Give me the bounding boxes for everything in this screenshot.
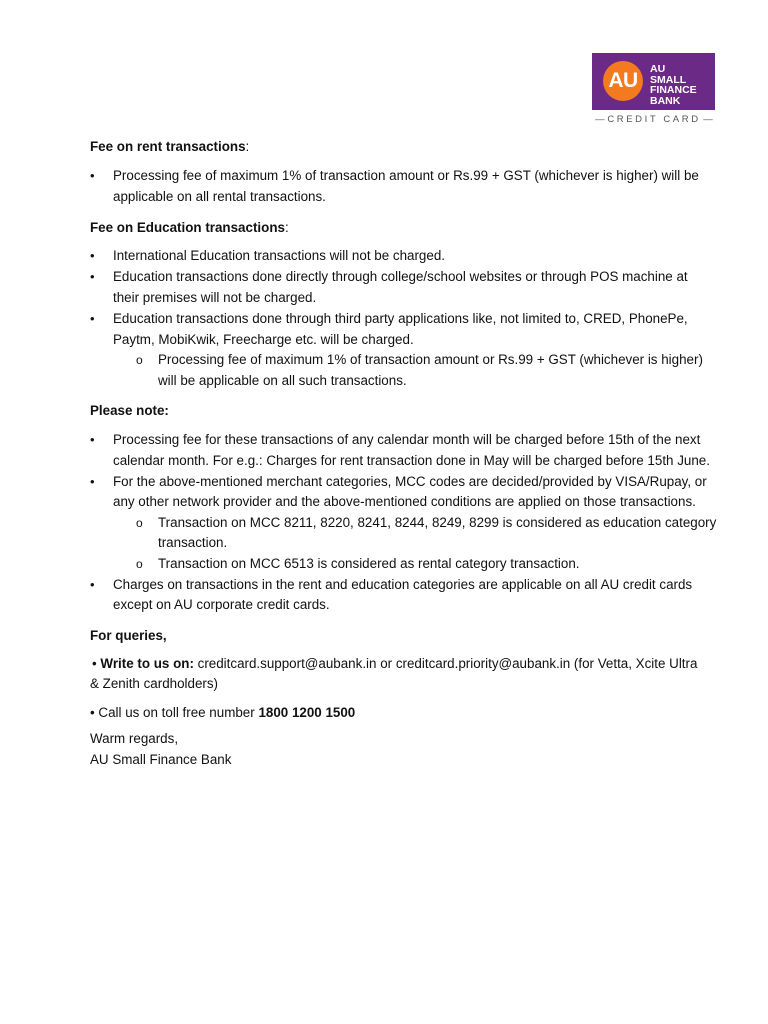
bullet-icon: • xyxy=(90,474,95,489)
sub-bullet-icon: o xyxy=(136,557,143,571)
queries-heading: For queries, xyxy=(90,628,167,643)
note-bullet-3-line-1: Charges on transactions in the rent and education categories are applicable on all AU credit cards xyxy=(113,577,693,592)
logo-subtitle: — CREDIT CARD — xyxy=(595,114,713,125)
education-bullet-2-line-2: their premises will not be charged. xyxy=(113,290,317,305)
note-heading: Please note: xyxy=(90,403,169,418)
call-us-line: • Call us on toll free number 1800 1200 1500 xyxy=(90,705,356,720)
toll-free-number: 1800 1200 1500 xyxy=(258,705,356,720)
education-bullet-3-line-2: Paytm, MobiKwik, Freecharge etc. will be charged. xyxy=(113,332,414,347)
bullet-icon: • xyxy=(90,577,95,592)
education-sub-bullet-line-2: will be applicable on all such transactions. xyxy=(158,373,407,388)
note-bullet-3-line-2: except on AU corporate credit cards. xyxy=(113,597,330,612)
sub-bullet-icon: o xyxy=(136,353,143,367)
note-sub-bullet-1-line-1: Transaction on MCC 8211, 8220, 8241, 8244, 8249, 8299 is considered as education category xyxy=(158,515,717,530)
note-bullet-1-line-2: calendar month. For e.g.: Charges for rent transaction done in May will be charged before 15th June. xyxy=(113,453,710,468)
signature: AU Small Finance Bank xyxy=(90,752,232,767)
write-to-us-line-1: • Write to us on: creditcard.support@aubank.in or creditcard.priority@aubank.in (for Vetta, Xcite Ultra xyxy=(92,656,698,671)
note-bullet-1-line-1: Processing fee for these transactions of any calendar month will be charged before 15th of the next xyxy=(113,432,701,447)
write-to-us-line-2: & Zenith cardholders) xyxy=(90,676,219,691)
rent-bullet-1-line-2: applicable on all rental transactions. xyxy=(113,189,326,204)
rent-heading: Fee on rent transactions: xyxy=(90,139,250,154)
bullet-icon: • xyxy=(90,168,95,183)
education-bullet-2-line-1: Education transactions done directly through college/school websites or through POS machine at xyxy=(113,269,688,284)
education-bullet-3-line-1: Education transactions done through third party applications like, not limited to, CRED, PhonePe, xyxy=(113,311,688,326)
au-credit-card-logo xyxy=(592,53,716,128)
bullet-icon: • xyxy=(90,432,95,447)
logo-wordmark: AU SMALL FINANCE BANK xyxy=(650,63,697,107)
rent-bullet-1-line-1: Processing fee of maximum 1% of transaction amount or Rs.99 + GST (whichever is higher) will be xyxy=(113,168,699,183)
note-bullet-2-line-1: For the above-mentioned merchant categories, MCC codes are decided/provided by VISA/Rupay, or xyxy=(113,474,707,489)
education-heading: Fee on Education transactions: xyxy=(90,220,289,235)
bullet-icon: • xyxy=(90,269,95,284)
note-sub-bullet-2: Transaction on MCC 6513 is considered as rental category transaction. xyxy=(158,556,580,571)
bullet-icon: • xyxy=(90,248,95,263)
education-bullet-1: International Education transactions will not be charged. xyxy=(113,248,445,263)
logo-mark: AU xyxy=(608,69,638,92)
sub-bullet-icon: o xyxy=(136,516,143,530)
note-sub-bullet-1-line-2: transaction. xyxy=(158,535,228,550)
bullet-icon: • xyxy=(90,311,95,326)
education-sub-bullet-line-1: Processing fee of maximum 1% of transaction amount or Rs.99 + GST (whichever is higher) xyxy=(158,352,703,367)
warm-regards: Warm regards, xyxy=(90,731,179,746)
note-bullet-2-line-2: any other network provider and the above-mentioned conditions are applied on those transactions. xyxy=(113,494,696,509)
